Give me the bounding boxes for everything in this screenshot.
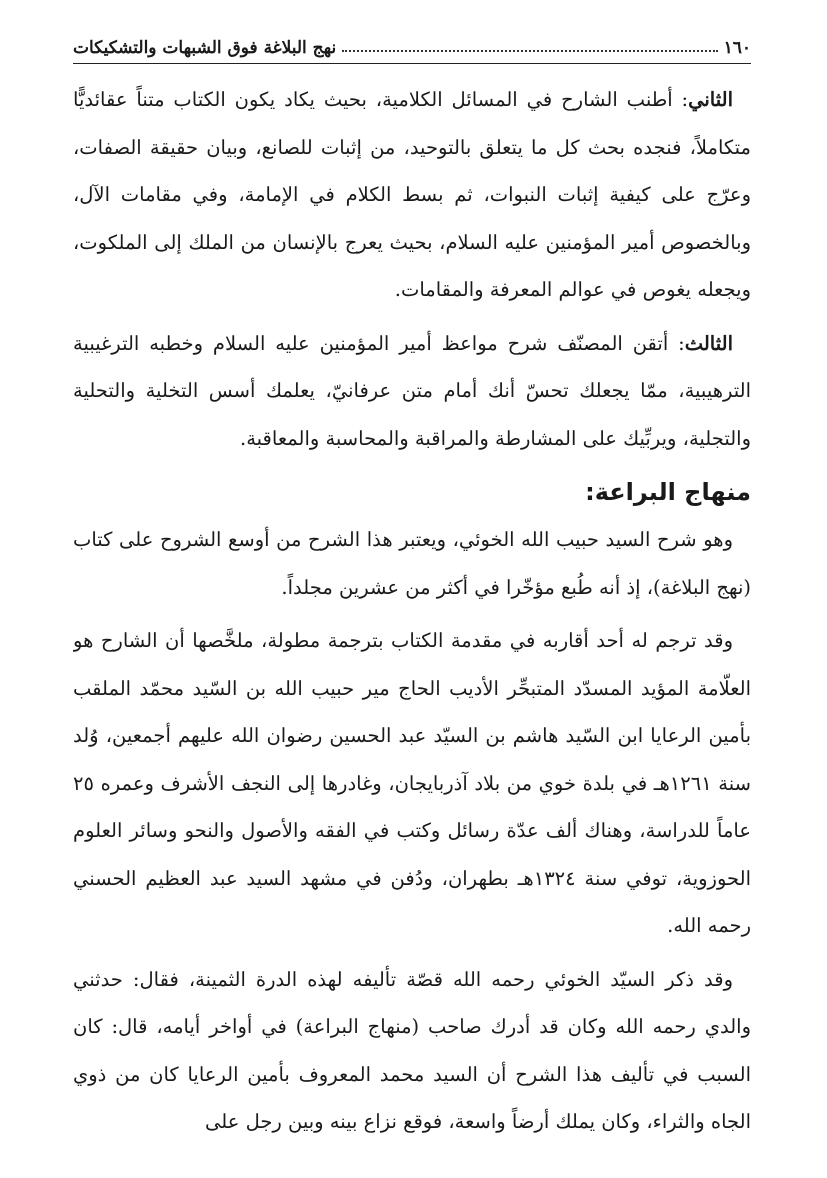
section-heading [73,472,751,512]
header-rule [73,63,751,64]
paragraph-3: وقد ذكر السيّد الخوئي رحمه الله قصّة تأليفه لهذه الدرة الثمينة، فقال: حدثني والدي رحمه الله وكان قد أدرك صاحب (منهاج البراعة) في أواخر أيامه، قال: كان السبب في تأليف هذا الشرح أن السيد محمد المعروف بأمين الرعايا كان من ذوي الجاه والثراء، وكان يملك أرضاً واسعة، فوقع نزاع بينه وبين رجل على [73,967,751,1133]
paragraph-1: وهو شرح السيد حبيب الله الخوئي، ويعتبر هذا الشرح من أوسع الشروح على كتاب (نهج البلاغة)، إذ أنه طُبع مؤخّرا في أكثر من عشرين مجلداً. [73,528,751,599]
paragraph-2: وقد ترجم له أحد أقاربه في مقدمة الكتاب بترجمة مطولة، ملخَّصها أن الشارح هو العلّامة المؤيد المسدّد المتبحِّر الأديب الحاج مير حبيب الله بن السّيد محمّد الملقب بأمين الرعايا ابن السّيد هاشم بن السيّد عبد الحسين رضوان الله عليهم أجمعين، وُلد سنة ١٢٦١هـ في بلدة خوي من بلاد آذربايجان، وغادرها إلى النجف الأشرف وعمره ٢٥ عاماً للدراسة، وهناك ألف عدّة رسائل وكتب في الفقه والأصول والنحو وسائر العلوم الحوزوية، توفي سنة ١٣٢٤هـ بطهران، ودُفن في مشهد السيد عبد العظيم الحسني رحمه الله. [73,629,751,937]
paragraph-third [73,320,751,463]
dotted-leader [342,50,717,52]
label-third: الثالث [684,331,733,355]
running-header [73,28,751,62]
page-number: ١٦٠ [723,38,751,58]
body-text [73,76,751,1138]
paragraph-second [73,76,751,314]
heading-colon: : [585,478,595,506]
heading-text: منهاج البراعة [594,478,751,506]
running-title: نهج البلاغة فوق الشبهات والتشكيكات [73,38,337,58]
text-third: : أتقن المصنّف شرح مواعظ أمير المؤمنين عليه السلام وخطبه الترغيبية الترهيبية، ممّا يجعلك تحسّ أنك أمام متن عرفانيّ، يعلمك أسس التخلية والتحلية والتجلية، ويربِّيك على المشارطة والمراقبة والمحاسبة والمعاقبة. [73,331,751,450]
label-second: الثاني [688,88,733,111]
text-second: : أطنب الشارح في المسائل الكلامية، بحيث يكاد يكون الكتاب متناً عقائديًّا متكاملاً، فنجده بحث كل ما يتعلق بالتوحيد، من إثبات للصانع، وبيان حقيقة الصفات، وعرّج على كيفية إثبات النبوات، ثم بسط الكلام في الإمامة، وفي مقامات الآل، وبالخصوص أمير المؤمنين عليه السلام، بحيث يعرج بالإنسان من الملك إلى الملكوت، ويجعله يغوص في عوالم المعرفة والمقامات. [73,88,751,301]
